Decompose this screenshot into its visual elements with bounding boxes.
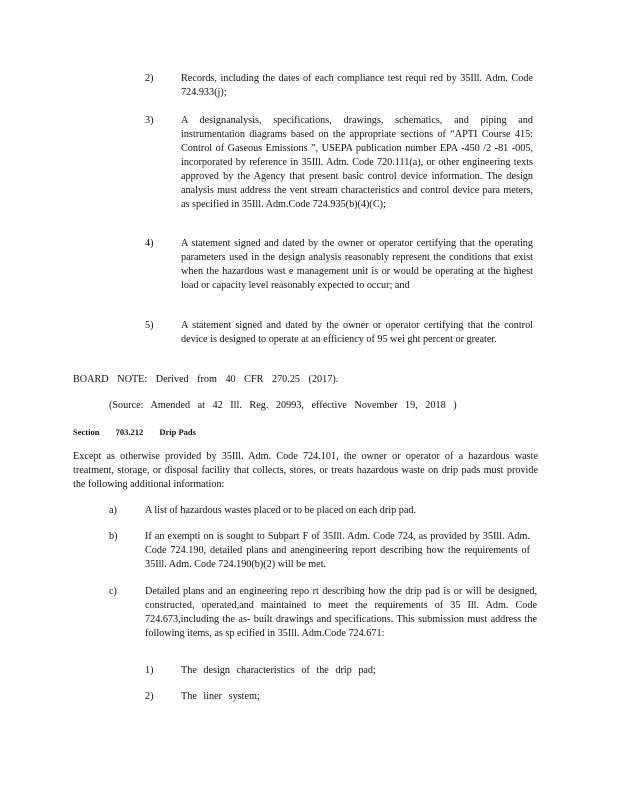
- item-number: 2): [145, 73, 154, 84]
- item-text: The design characteristics of the drip pad;: [181, 665, 376, 676]
- item-text: Detailed plans and an engineering repo rt describing how the drip pad is or will be designed, constructed, operated,and maintained to meet the requirements of 35 Ill. Adm. Code 724.673,including the as- built drawings and specifications. This submission must address the following items, as sp ecified in 35Ill. Adm.Code 724.671:: [145, 586, 537, 639]
- item-letter: c): [109, 586, 117, 597]
- item-number: 3): [145, 115, 154, 126]
- item-text: A designanalysis, specifications, drawings, schematics, and piping and instrumentation diagrams based on the appropriate sections of “APTI Course 415: Control of Gaseous Emissions ”, USEPA publication number EPA -450 /2 -81 -005, incorporated by reference in 35Ill. Adm. Code 720.111(a), or other engineering texts approved by the Agency that present basic control device information. The design analysis must address the vent stream characteristics and control device para meters, as specified in 35Ill. Adm.Code 724.935(b)(4)(C);: [181, 115, 533, 210]
- item-letter: b): [109, 531, 118, 542]
- item-text: A statement signed and dated by the owner or operator certifying that the operating parameters used in the design analysis reasonably represent the conditions that exist when the hazardous wast e management unit is or would be operating at the highest load or capacity level reasonably expected to occur; and: [181, 238, 533, 291]
- item-number: 4): [145, 238, 154, 249]
- item-text: A statement signed and dated by the owner or operator certifying that the control device is designed to operate at an efficiency of 95 wei ght percent or greater.: [181, 320, 533, 345]
- item-number: 5): [145, 320, 154, 331]
- item-text: Records, including the dates of each compliance test requi red by 35Ill. Adm. Code 724.933(j);: [181, 73, 533, 98]
- board-note: BOARD NOTE: Derived from 40 CFR 270.25 (2017).: [73, 374, 339, 385]
- item-text: The liner system;: [181, 691, 260, 702]
- section-heading: [73, 425, 210, 439]
- item-number: 2): [145, 691, 154, 702]
- section-number: 703.212: [115, 427, 144, 437]
- section-label: Section: [73, 427, 100, 437]
- intro-paragraph: Except as otherwise provided by 35Ill. Adm. Code 724.101, the owner or operator of a hazardous waste treatment, storage, or disposal facility that collects, stores, or treats hazardous waste on drip pads must provide the following additional information:: [73, 451, 538, 490]
- item-letter: a): [109, 505, 117, 516]
- item-text: A list of hazardous wastes placed or to be placed on each drip pad.: [145, 505, 417, 516]
- source-note: (Source: Amended at 42 Ill. Reg. 20993, effective November 19, 2018 ): [109, 400, 457, 411]
- section-title: Drip Pads: [159, 427, 196, 437]
- item-number: 1): [145, 665, 154, 676]
- item-text: If an exempti on is sought to Subpart F of 35Ill. Adm. Code 724, as provided by 35Ill. Adm. Code 724.190, detailed plans and anengineering report describing how the requirements of 35Ill. Adm. Code 724.190(b)(2) will be met.: [145, 531, 530, 570]
